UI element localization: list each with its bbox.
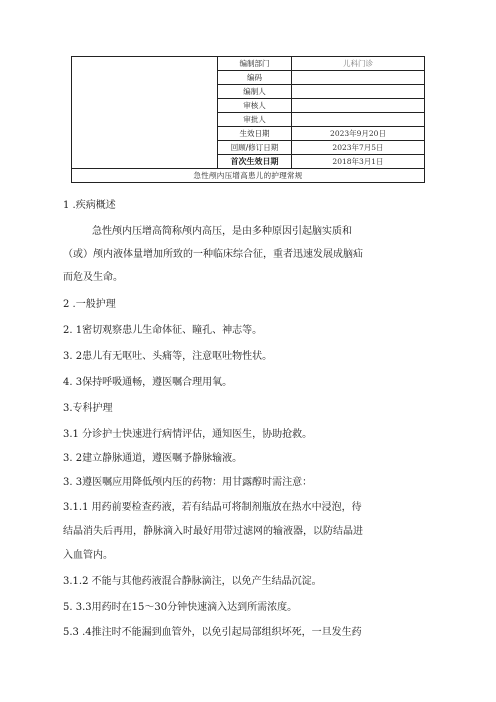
meta-value bbox=[292, 85, 425, 99]
meta-label: 审核人 bbox=[218, 99, 292, 113]
list-item: 3. 2患儿有无呕吐、头痛等，注意呕吐物性状。 bbox=[63, 351, 273, 362]
paragraph-line: 而危及生命。 bbox=[63, 272, 123, 283]
list-item: 2. 1密切观察患儿生命体征、瞳孔、神志等。 bbox=[63, 325, 263, 336]
meta-value bbox=[292, 71, 425, 85]
list-item: 3. 3遵医嘱应用降低颅内压的药物：用甘露醇时需注意： bbox=[63, 477, 313, 488]
meta-value: 儿科门诊 bbox=[292, 57, 425, 71]
list-item: 3.1 分诊护士快速进行病情评估，通知医生，协助抢救。 bbox=[63, 429, 313, 440]
list-item: 3.1.2 不能与其他药液混合静脉滴注，以免产生结晶沉淀。 bbox=[63, 576, 322, 587]
meta-value bbox=[292, 113, 425, 127]
meta-label: 编码 bbox=[218, 71, 292, 85]
paragraph-line: 入血管内。 bbox=[63, 550, 113, 561]
meta-row bbox=[72, 57, 425, 71]
meta-value: 2018年3月1日 bbox=[292, 155, 425, 169]
section-heading: 2 .一般护理 bbox=[63, 299, 116, 310]
meta-label: 编制部门 bbox=[218, 57, 292, 71]
document-meta-table bbox=[71, 56, 425, 183]
meta-value bbox=[292, 99, 425, 113]
list-item: 5. 3.3用药时在15〜30分钟快速滴入达到所需浓度。 bbox=[63, 602, 298, 613]
meta-value: 2023年9月20日 bbox=[292, 127, 425, 141]
list-item: 3. 2建立静脉通道，遵医嘱予静脉输液。 bbox=[63, 453, 243, 464]
title-row bbox=[72, 169, 425, 183]
meta-label: 审批人 bbox=[218, 113, 292, 127]
document-title: 急性颅内压增高患儿的护理常规 bbox=[72, 169, 425, 183]
section-heading: 1 .疾病概述 bbox=[63, 200, 116, 211]
paragraph-line: （或）颅内液体量增加所致的一种临床综合征，重者迅速发展成脑疝 bbox=[63, 249, 363, 260]
meta-value: 2023年7月5日 bbox=[292, 141, 425, 155]
list-item: 4. 3保持呼吸通畅，遵医嘱合理用氧。 bbox=[63, 377, 233, 388]
meta-label: 编制人 bbox=[218, 85, 292, 99]
meta-label: 首次生效日期 bbox=[218, 155, 292, 169]
meta-label: 生效日期 bbox=[218, 127, 292, 141]
paragraph-line: 结晶消失后再用，静脉滴入时最好用带过滤网的输液器，以防结晶进 bbox=[63, 526, 363, 537]
section-heading: 3.专科护理 bbox=[63, 403, 113, 414]
meta-label: 回顾/修订日期 bbox=[218, 141, 292, 155]
meta-blank-cell bbox=[72, 57, 218, 169]
list-item: 5.3 .4推注时不能漏到血管外，以免引起局部组织坏死，一旦发生药 bbox=[63, 627, 362, 638]
paragraph-line: 急性颅内压增高简称颅内高压，是由多种原因引起脑实质和 bbox=[92, 226, 352, 237]
paragraph-line: 3.1.1 用药前要检查药液，若有结晶可将制剂瓶放在热水中浸泡，待 bbox=[63, 502, 362, 513]
